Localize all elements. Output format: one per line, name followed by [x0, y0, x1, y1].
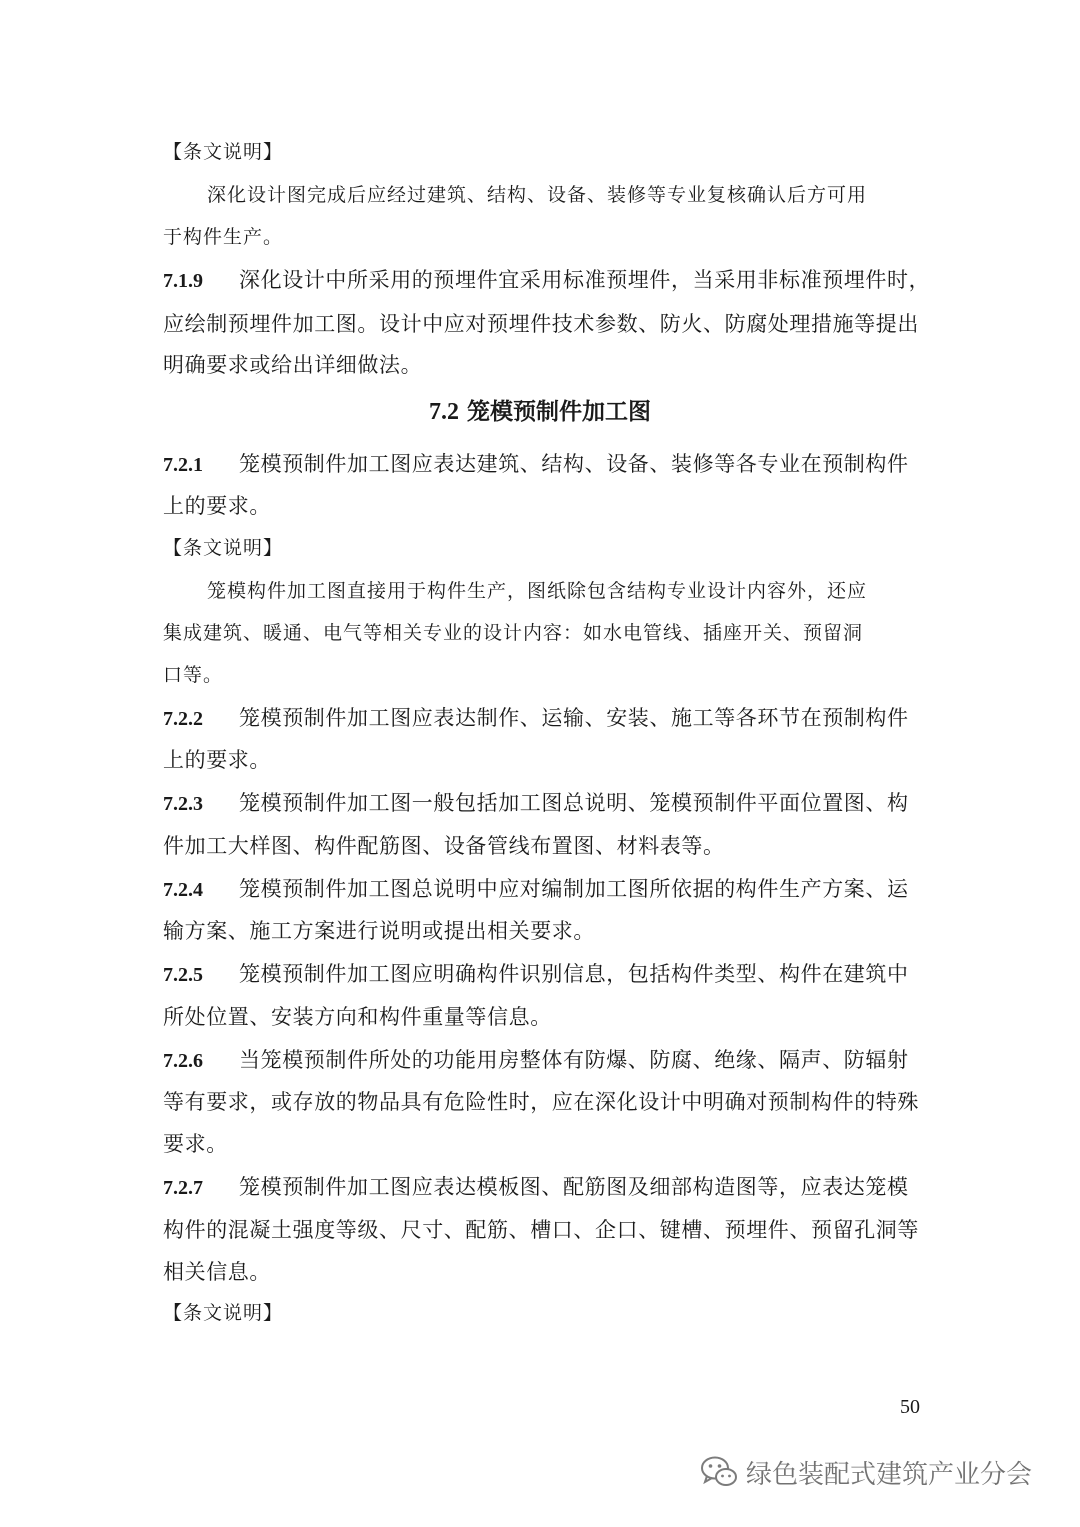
line-text: 笼模预制件加工图应明确构件识别信息，包括构件类型、构件在建筑中 [239, 962, 909, 986]
line-text: 等有要求，或存放的物品具有危险性时，应在深化设计中明确对预制构件的特殊 [163, 1090, 919, 1114]
clause-note-label [163, 1298, 923, 1328]
clause-number: 7.2.3 [163, 793, 203, 815]
clause-number: 7.2.1 [163, 454, 203, 476]
line-text: 应绘制预埋件加工图。设计中应对预埋件技术参数、防火、防腐处理措施等提出 [163, 312, 919, 336]
page-number: 50 [900, 1396, 920, 1418]
clause-number: 7.2.7 [163, 1177, 203, 1199]
line-text: 明确要求或给出详细做法。 [163, 353, 423, 377]
line-text: 上的要求。 [163, 748, 271, 772]
watermark-text: 绿色装配式建筑产业分会 [746, 1459, 1033, 1490]
watermark [700, 1452, 1032, 1492]
paragraph-line [163, 1257, 923, 1287]
line-text: 笼模预制件加工图应表达模板图、配筋图及细部构造图等，应表达笼模 [239, 1175, 909, 1199]
section-title: 笼模预制件加工图 [467, 399, 651, 425]
line-text: 口等。 [163, 664, 224, 686]
paragraph-line [163, 1129, 923, 1159]
paragraph-line [163, 491, 923, 521]
line-text: 集成建筑、暖通、电气等相关专业的设计内容：如水电管线、插座开关、预留洞 [163, 622, 864, 644]
line-text: 上的要求。 [163, 494, 271, 518]
line-text: 所处位置、安装方向和构件重量等信息。 [163, 1005, 552, 1029]
line-text: 当笼模预制件所处的功能用房整体有防爆、防腐、绝缘、隔声、防辐射 [239, 1048, 909, 1072]
line-text: 相关信息。 [163, 1260, 271, 1284]
line-text: 深化设计中所采用的预埋件宜采用标准预埋件，当采用非标准预埋件时， [239, 268, 931, 292]
wechat-icon [700, 1455, 738, 1489]
line-text: 深化设计图完成后应经过建筑、结构、设备、装修等专业复核确认后方可用 [207, 184, 868, 206]
section-number: 7.2 [428, 399, 459, 425]
paragraph-line [163, 660, 923, 690]
clause-note-label [163, 533, 923, 563]
paragraph-line [163, 222, 923, 252]
paragraph-line [163, 576, 967, 606]
clause-7-2-1 [163, 449, 923, 480]
line-text: 笼模构件加工图直接用于构件生产，图纸除包含结构专业设计内容外，还应 [207, 580, 868, 602]
line-text: 笼模预制件加工图一般包括加工图总说明、笼模预制件平面位置图、构 [239, 791, 909, 815]
line-text: 笼模预制件加工图应表达制作、运输、安装、施工等各环节在预制构件 [239, 706, 909, 730]
line-text: 笼模预制件加工图总说明中应对编制加工图所依据的构件生产方案、运 [239, 877, 909, 901]
clause-7-1-9 [163, 265, 931, 296]
paragraph-line [163, 618, 923, 648]
line-text: 于构件生产。 [163, 226, 284, 248]
line-text: 件加工大样图、构件配筋图、设备管线布置图、材料表等。 [163, 834, 725, 858]
paragraph-line [163, 1087, 923, 1117]
paragraph-line [163, 916, 923, 946]
clause-number: 7.2.5 [163, 964, 203, 986]
clause-number: 7.2.4 [163, 879, 203, 901]
line-text: 构件的混凝土强度等级、尺寸、配筋、槽口、企口、键槽、预埋件、预留孔洞等 [163, 1218, 919, 1242]
section-heading [0, 396, 1080, 428]
line-text: 【条文说明】 [163, 141, 284, 163]
clause-7-2-4 [163, 874, 923, 905]
clause-number: 7.1.9 [163, 270, 203, 292]
paragraph-line [163, 1002, 923, 1032]
paragraph-line [163, 831, 923, 861]
clause-number: 7.2.6 [163, 1050, 203, 1072]
clause-7-2-5 [163, 959, 923, 990]
paragraph-line [163, 350, 923, 380]
line-text: 【条文说明】 [163, 1302, 284, 1324]
clause-7-2-7 [163, 1172, 923, 1203]
paragraph-line [163, 180, 967, 210]
paragraph-line [163, 1215, 923, 1245]
clause-7-2-2 [163, 703, 923, 734]
paragraph-line [163, 309, 923, 339]
clause-7-2-3 [163, 788, 923, 819]
line-text: 输方案、施工方案进行说明或提出相关要求。 [163, 919, 595, 943]
clause-number: 7.2.2 [163, 708, 203, 730]
line-text: 【条文说明】 [163, 537, 284, 559]
clause-note-label [163, 137, 923, 167]
line-text: 笼模预制件加工图应表达建筑、结构、设备、装修等各专业在预制构件 [239, 452, 909, 476]
line-text: 要求。 [163, 1132, 228, 1156]
paragraph-line [163, 745, 923, 775]
clause-7-2-6 [163, 1045, 923, 1076]
